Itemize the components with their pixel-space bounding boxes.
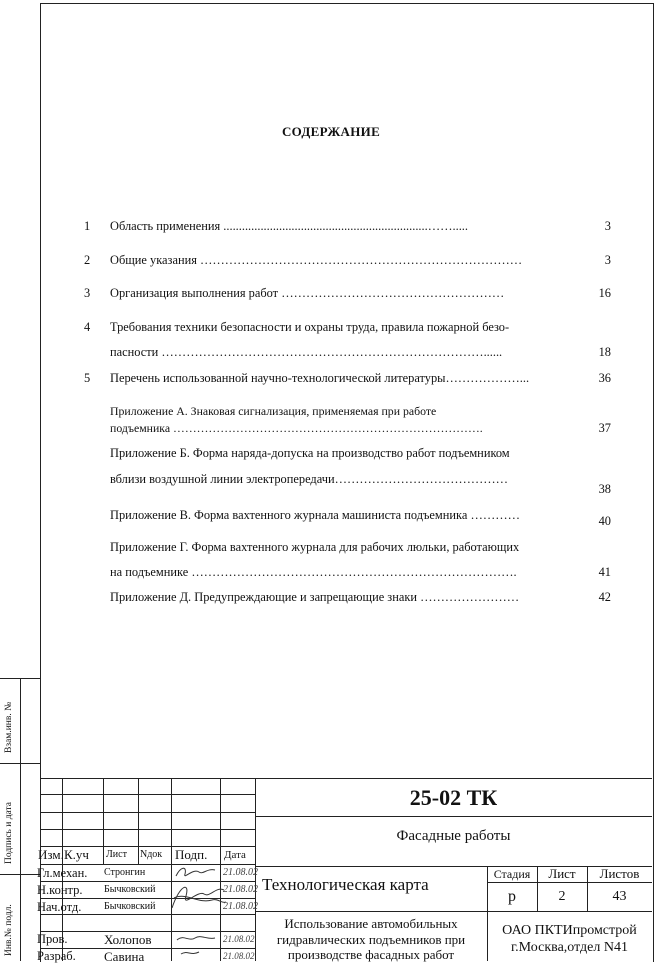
toc-entry-link[interactable]: Приложение Д. Предупреждающие и запрещающие знаки …………………… [110,590,520,604]
toc-number: 3 [84,286,91,300]
toc-entry-link[interactable]: Приложение В. Форма вахтенного журнала машиниста подъемника ………… [110,508,521,522]
toc-page-number: 18 [598,345,611,359]
toc-page-number: 40 [598,514,611,528]
role-date: 21.08.02 [223,901,258,912]
toc-entry-link[interactable]: Область применения ..................................................................……..... [110,219,468,233]
role-date: 21.08.02 [223,951,255,961]
role-name: Стронгин [104,867,146,878]
toc-page-number: 36 [598,371,611,385]
toc-entry-continuation[interactable]: подъемника ……………………………………………………………………. [110,421,483,435]
toc-entry-continuation[interactable]: вблизи воздушной линии электропередачи…………………………………… [110,472,509,486]
toc-entry-link[interactable]: Общие указания …………………………………………………………………… [110,253,523,267]
inv-podl-label: Инв.№ подл. [4,904,14,956]
toc-page-number: 42 [598,590,611,604]
toc-entry-link[interactable]: Приложение А. Знаковая сигнализация, применяемая при работе [110,404,437,418]
toc-entry-link[interactable]: Приложение Г. Форма вахтенного журнала для рабочих люльки, работающих [110,540,520,554]
toc-entry-link[interactable]: Приложение Б. Форма наряда-допуска на производство работ подъемником [110,446,510,460]
toc-page-number: 3 [604,253,611,267]
title-block [37,778,652,964]
toc-entry-link[interactable]: Требования техники безопасности и охраны труда, правила пожарной безо- [110,320,510,334]
col-izm: Изм. [38,847,64,862]
toc-page-number: 41 [598,565,611,579]
toc-number: 4 [84,320,91,334]
document-description: производстве фасадных работ [287,947,455,962]
role-date: 21.08.02 [223,867,258,878]
toc-page-number: 3 [604,219,611,233]
sheet-label: Лист [548,866,576,881]
stage-value: р [508,888,516,905]
signature-mark [173,930,219,958]
role-name: Савина [104,949,145,964]
role-date: 21.08.02 [223,884,258,895]
toc-entry-continuation[interactable]: на подъемнике ……………………………………………………………………. [110,565,517,579]
toc-entry-continuation[interactable]: пасности ……………………………………………………………………...... [110,345,503,359]
document-description: гидравлических подъемников при [276,932,466,947]
toc-page-number: 37 [598,421,611,435]
signature-mark [168,878,228,918]
toc-entry-link[interactable]: Организация выполнения работ ……………………………………………… [110,286,505,300]
organization-name: ОАО ПКТИпромстрой [502,923,637,938]
role-label: Разраб. [37,949,76,963]
toc-page-number: 16 [598,286,611,300]
toc-entry-link[interactable]: Перечень использованной научно-технологической литературы………………... [110,371,530,385]
section-name: Фасадные работы [396,828,511,844]
col-list: Лист [106,849,127,860]
col-kuch: К.уч [64,847,89,862]
role-date: 21.08.02 [223,934,255,944]
page-title: СОДЕРЖАНИЕ [281,124,381,139]
col-podp: Подп. [175,847,208,862]
document-code: 25-02 ТК [409,785,498,810]
stage-label: Стадия [493,867,531,881]
podpis-data-label: Подпись и дата [4,801,14,864]
col-data: Дата [224,849,246,861]
vzam-inv-label: Взам.инв. № [4,701,14,753]
organization-dept: г.Москва,отдел N41 [511,940,628,955]
role-name: Бычковский [104,901,156,912]
role-label: Нач.отд. [37,900,82,914]
document-type: Технологическая карта [262,875,429,894]
sheets-label: Листов [599,866,640,881]
sheets-value: 43 [612,889,627,904]
toc-number: 1 [84,219,91,233]
role-label: Пров. [37,932,68,946]
toc-page-number: 38 [598,482,611,496]
document-description: Использование автомобильных [284,916,458,931]
sheet-value: 2 [558,889,566,904]
toc-number: 2 [84,253,91,267]
binding-strip [0,678,40,961]
toc-number: 5 [84,371,91,385]
role-label: Гл.механ. [37,866,88,880]
role-name: Холопов [104,932,152,947]
col-ndok: Nдок [140,849,163,860]
role-label: Н.контр. [37,883,83,897]
role-name: Бычковский [104,884,156,895]
